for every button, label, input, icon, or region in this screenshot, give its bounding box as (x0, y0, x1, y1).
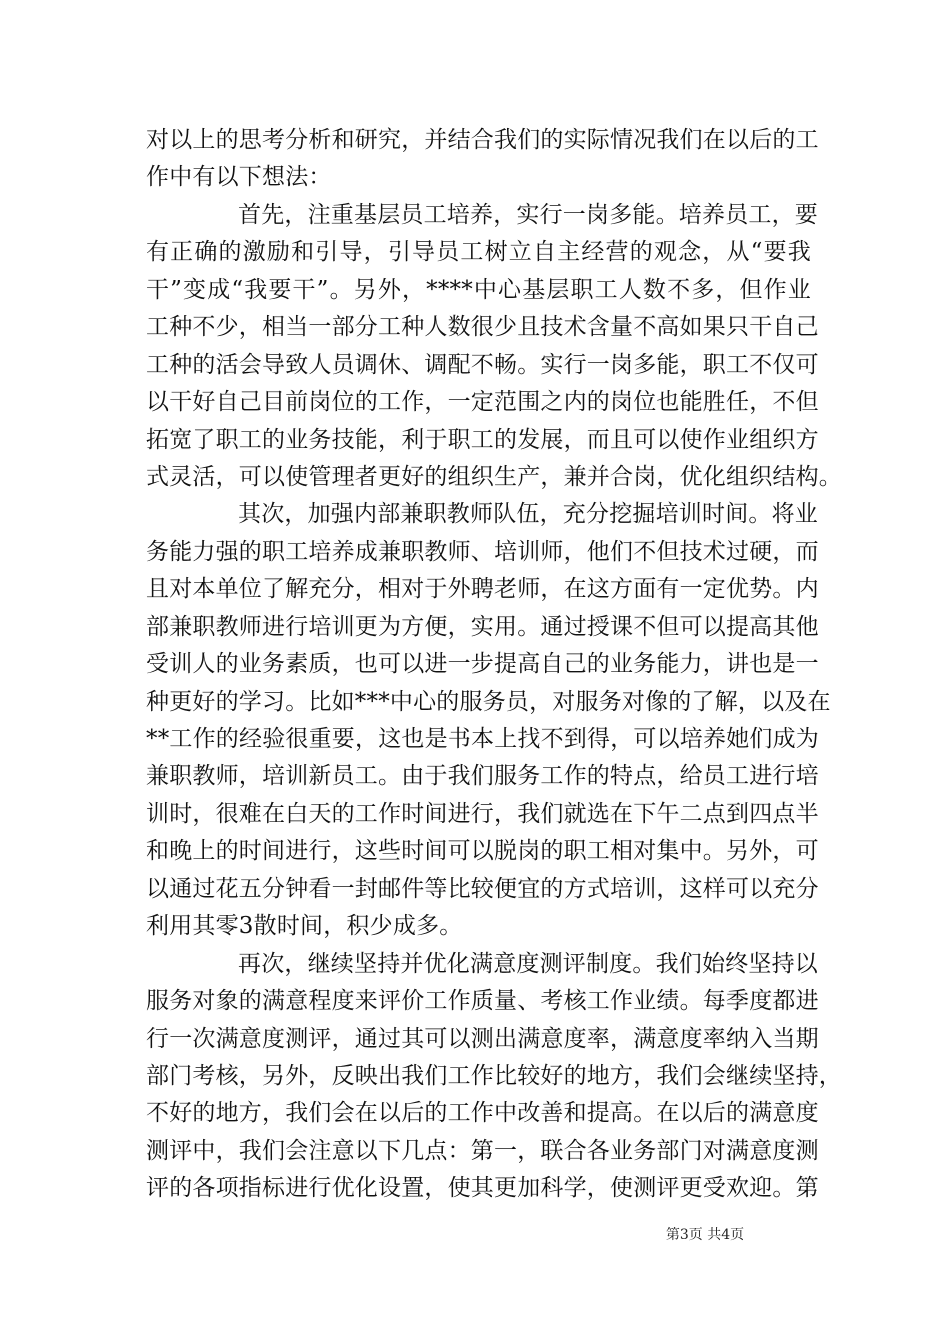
text-line: 式灵活，可以使管理者更好的组织生产，兼并合岗，优化组织结构。 (146, 463, 842, 490)
text-line: 以通过花五分钟看一封邮件等比较便宜的方式培训，这样可以充分 (146, 875, 819, 902)
paragraph-first-line: 首先，注重基层员工培养，实行一岗多能。培养员工，要 (238, 201, 818, 228)
text-line: 干”变成“我要干”。另外，****中心基层职工人数不多，但作业 (146, 276, 811, 303)
text-line: 作中有以下想法： (146, 164, 332, 191)
page-footer (0, 1224, 950, 1244)
paragraph-first-line: 其次，加强内部兼职教师队伍，充分挖掘培训时间。将业 (238, 501, 818, 528)
text-line: 训时，很难在白天的工作时间进行，我们就选在下午二点到四点半 (146, 800, 819, 827)
page-number: 第3页 共4页 (665, 1227, 745, 1243)
paragraph-first-line: 再次，继续坚持并优化满意度测评制度。我们始终坚持以 (238, 950, 818, 977)
text-line: 有正确的激励和引导，引导员工树立自主经营的观念，从“要我 (146, 239, 811, 266)
text-line: 工种不少，相当一部分工种人数很少且技术含量不高如果只干自己 (146, 314, 819, 341)
text-line: 服务对象的满意程度来评价工作质量、考核工作业绩。每季度都进 (146, 988, 819, 1015)
text-line: 以干好自己目前岗位的工作，一定范围之内的岗位也能胜任，不但 (146, 389, 819, 416)
text-line: 兼职教师，培训新员工。由于我们服务工作的特点，给员工进行培 (146, 763, 819, 790)
text-line: 工种的活会导致人员调休、调配不畅。实行一岗多能，职工不仅可 (146, 351, 819, 378)
text-line: 和晚上的时间进行，这些时间可以脱岗的职工相对集中。另外，可 (146, 838, 819, 865)
text-line: 种更好的学习。比如***中心的服务员，对服务对像的了解，以及在 (146, 688, 831, 715)
text-line: 行一次满意度测评，通过其可以测出满意度率，满意度率纳入当期 (146, 1025, 819, 1052)
text-line: 部门考核，另外，反映出我们工作比较好的地方，我们会继续坚持， (146, 1062, 842, 1089)
text-line: 对以上的思考分析和研究，并结合我们的实际情况我们在以后的工 (146, 127, 819, 153)
text-line: 拓宽了职工的业务技能，利于职工的发展，而且可以使作业组织方 (146, 426, 819, 453)
text-line: 且对本单位了解充分，相对于外聘老师，在这方面有一定优势。内 (146, 576, 819, 603)
text-line: **工作的经验很重要，这也是书本上找不到得，可以培养她们成为 (146, 726, 819, 752)
text-line: 测评中，我们会注意以下几点：第一，联合各业务部门对满意度测 (146, 1137, 819, 1164)
text-line: 务能力强的职工培养成兼职教师、培训师，他们不但技术过硬，而 (146, 538, 819, 565)
body-text (146, 122, 842, 1208)
text-line: 不好的地方，我们会在以后的工作中改善和提高。在以后的满意度 (146, 1100, 819, 1127)
text-line: 部兼职教师进行培训更为方便，实用。通过授课不但可以提高其他 (146, 613, 819, 640)
text-line: 受训人的业务素质，也可以进一步提高自己的业务能力，讲也是一 (146, 651, 819, 678)
text-line: 评的各项指标进行优化设置，使其更加科学，使测评更受欢迎。第 (146, 1175, 819, 1202)
text-line: 利用其零3散时间，积少成多。 (146, 913, 463, 940)
